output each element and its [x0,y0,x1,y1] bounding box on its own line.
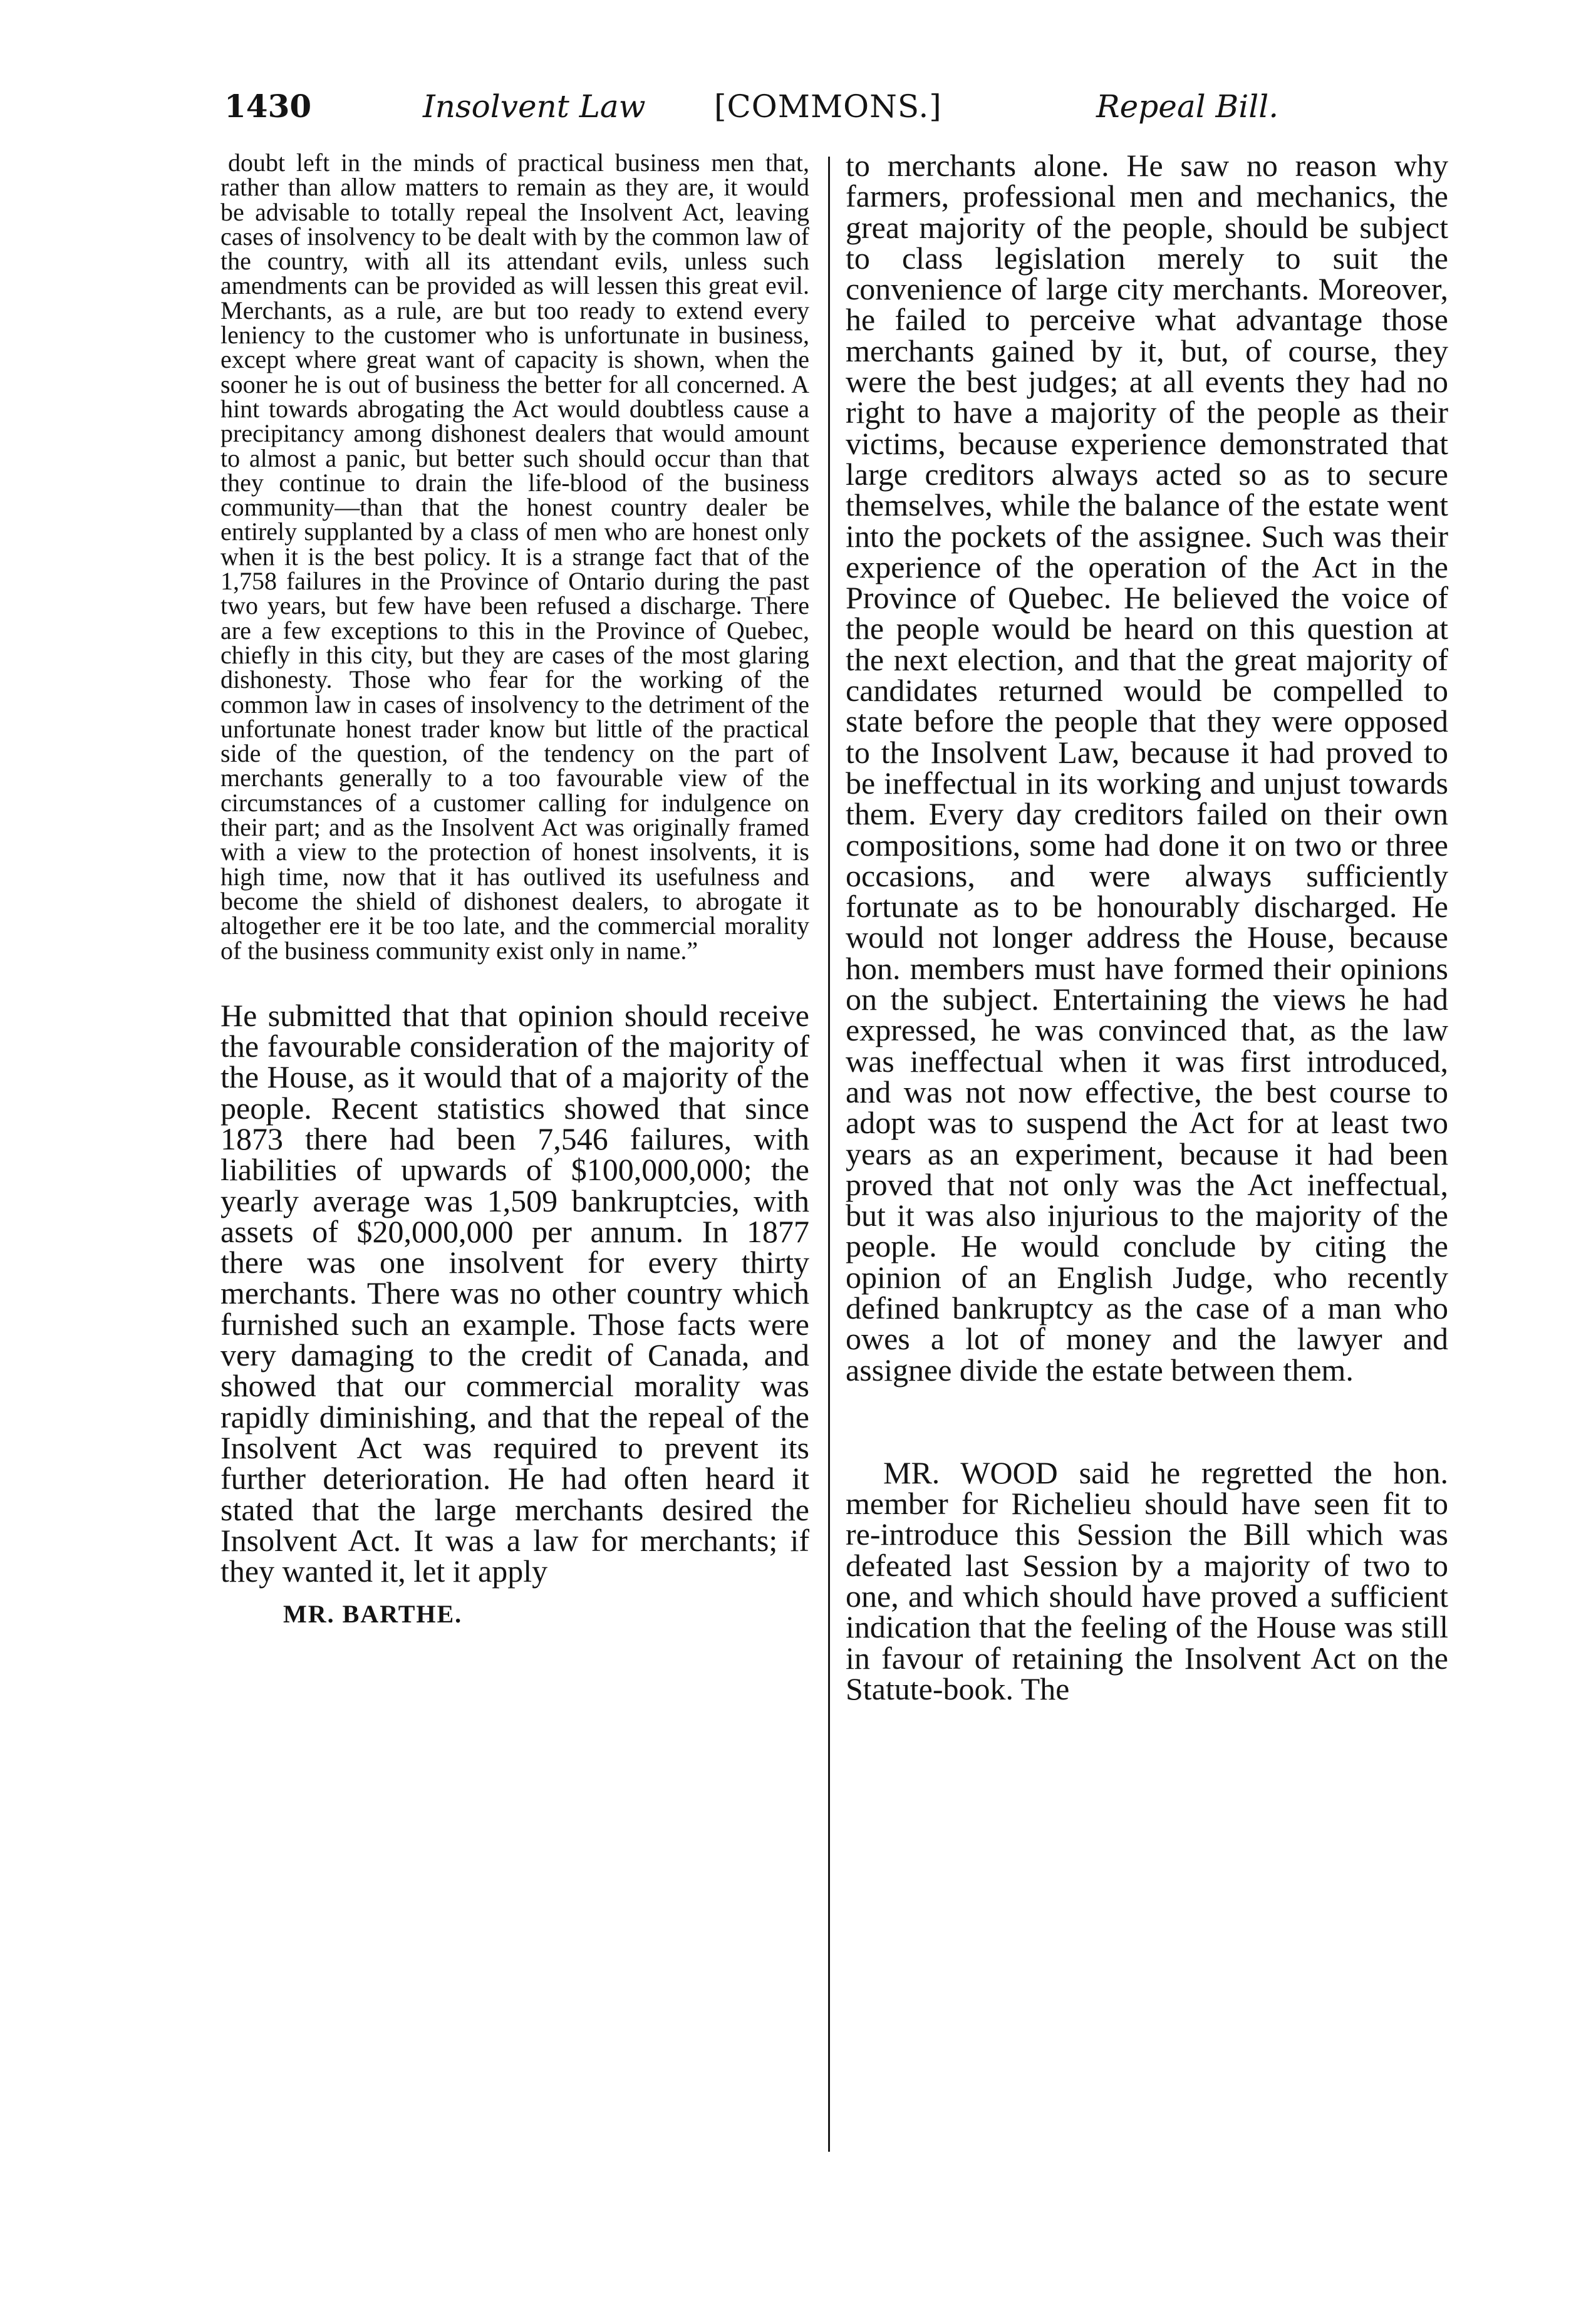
quoted-passage: doubt left in the minds of practical business men that, rather than allow matters to remain as they are, it would be advisable to totally repeal the Insolvent Act, leaving cases of insolvency to be dealt with by the common law of the country, with all its attendant evils, unless such amendments can be provided as will lessen this great evil. Merchants, as a rule, are but too ready to extend every leniency to the customer who is unfortunate in business, except where great want of capacity is shown, when the sooner he is out of business the better for all concerned. A hint towards abrogating the Act would doubtless cause a precipitancy among dishonest dealers that would amount to almost a panic, but better such should occur than that they continue to drain the life-blood of the business community—than that the honest country dealer be entirely supplanted by a class of men who are honest only when it is the best policy. It is a strange fact that of the 1,758 failures in the Province of Ontario during the past two years, but few have been refused a discharge. There are a few exceptions to this in the Province of Quebec, chiefly in this city, but they are cases of the most glaring dishonesty. Those who fear for the working of the common law in cases of insolvency to the detriment of the unfortunate honest trader know but little of the practical side of the question, of the tendency on the part of merchants generally to a too favourable view of the circumstances of a customer calling for indulgence on their part; and as the Insolvent Act was originally framed with a view to the protection of honest insolvents, it is high time, now that it has outlived its usefulness and become the shield of dishonest dealers, to abrogate it altogether ere it be too late, and the commercial morality of the business community exist only in name.” [220,148,809,965]
left-column [220,150,809,1629]
speaker-footer: MR. BARTHE. [283,1600,463,1629]
page-number: 1430 [224,88,312,125]
speech-mr-wood: MR. WOOD said he regretted the hon. member for Richelieu should have seen fit to re-introduce this Session the Bill which was defeated last Session by a majority of two to one, and which should have proved a sufficient indication that the feeling of the House was still in favour of retaining the Insolvent Act on the Statute-book. The [846,1455,1448,1706]
running-title-center: [COMMONS.] [714,88,942,125]
speech-paragraph: He submitted that that opinion should receive the favourable consideration of the majority of the House, as it would that of a majority of the people. Recent statistics showed that since 1873 there had been 7,546 failures, with liabilities of upwards of $100,000,000; the yearly average was 1,509 bankruptcies, with assets of $20,000,000 per annum. In 1877 there was one insolvent for every thirty merchants. There was no other country which furnished such an example. Those facts were very damaging to the credit of Canada, and showed that our commercial morality was rapidly diminishing, and that the repeal of the Insolvent Act was required to prevent its further deterioration. He had often heard it stated that the large merchants desired the Insolvent Act. It was a law for merchants; if they wanted it, let it apply [220,997,809,1589]
speech-continuation: to merchants alone. He saw no reason why farmers, professional men and mechanics, the great majority of the people, should be subject to class legislation merely to suit the convenience of large city merchants. Moreover, he failed to perceive what advantage those merchants gained by it, but, of course, they were the best judges; at all events they had no right to have a majority of the people as their victims, because experience demonstrated that large creditors always acted so as to secure themselves, while the balance of the estate went into the pockets of the assignee. Such was their experience of the operation of the Act in the Province of Quebec. He believed the voice of the people would be heard on this question at the next election, and that the great majority of candidates returned would be compelled to state before the people that they were opposed to the Insolvent Law, because it had proved to be ineffectual in its working and unjust towards them. Every day creditors failed on their own compositions, some had done it on two or three occasions, and were always sufficiently fortunate as to be honourably discharged. He would not longer address the House, because hon. members must have formed their opinions on the subject. Entertaining the views he had expressed, he was convinced that, as the law was ineffectual when it was first introduced, and was not now effective, the best course to adopt was to suspend the Act for at least two years as an experiment, because it had been proved that not only was the Act ineffectual, but it was also injurious to the majority of the people. He would conclude by citing the opinion of an English Judge, who recently defined bankruptcy as the case of a man who owes a lot of money and the lawyer and assignee divide the estate between them. [846,148,1448,1388]
right-column [846,150,1448,1704]
running-title-right: Repeal Bill. [1096,88,1279,125]
page-header [0,85,1576,128]
column-divider [828,157,830,2152]
running-title-left: Insolvent Law [423,88,646,125]
